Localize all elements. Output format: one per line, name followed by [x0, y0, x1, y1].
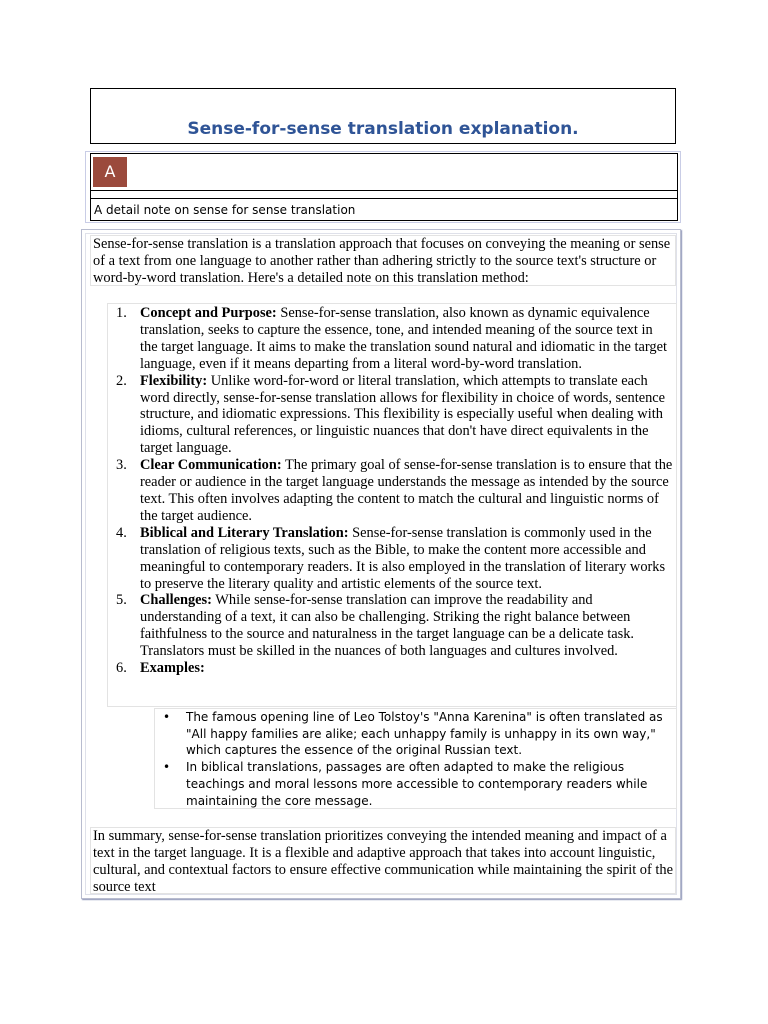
section-note: A detail note on sense for sense translation: [91, 198, 677, 220]
list-item: [108, 457, 673, 525]
list-item-text: While sense-for-sense translation can improve the readability and understanding of a text, it can also be challenging. Striking the right balance between faithfulness to the source and naturalness in the target language can be a delicate task. Translators must be skilled in the nuances of both languages and cultures involved.: [140, 592, 635, 660]
examples-list: [155, 709, 676, 809]
list-item: [108, 660, 673, 677]
list-item: [108, 305, 673, 373]
bullet-icon: •: [163, 710, 171, 724]
numbered-list: [108, 305, 673, 677]
list-item-text: Sense-for-sense translation, also known as dynamic equivalence translation, seeks to capture the essence, tone, and intended meaning of the source text in the target language. It aims to make the translation sound natural and idiomatic in the target language, even if it means departing from a literal word-by-word translation.: [140, 305, 667, 372]
example-text: In biblical translations, passages are often adapted to make the religious teachings and moral lessons more accessible to contemporary readers while maintaining the core message.: [186, 760, 648, 808]
numbered-list-box: [107, 303, 677, 707]
example-text: The famous opening line of Leo Tolstoy's "Anna Karenina" is often translated as "All happy families are alike; each unhappy family is unhappy in its own way," which captures the essence of the original Russian text.: [186, 710, 663, 758]
summary-paragraph: In summary, sense-for-sense translation prioritizes conveying the intended meaning and impact of a text in the target language. It is a flexible and adaptive approach that takes into account linguistic, cultural, and contextual factors to ensure effective communication while maintaining the spirit of the source text: [90, 827, 676, 894]
example-item: [155, 759, 676, 809]
list-number: 4.: [116, 524, 127, 541]
list-number: 3.: [116, 457, 127, 474]
list-number: 5.: [116, 592, 127, 609]
list-item-heading: Challenges:: [140, 592, 212, 609]
page-title: Sense-for-sense translation explanation.: [187, 119, 579, 139]
list-item-heading: Flexibility:: [140, 372, 208, 389]
list-item: [108, 592, 673, 660]
list-item: [108, 373, 673, 458]
example-item: [155, 709, 676, 759]
list-number: 2.: [116, 372, 127, 389]
intro-paragraph: Sense-for-sense translation is a translation approach that focuses on conveying the meaning or sense of a text from one language to another rather than adhering strictly to the source text's structure or word-by-word translation. Here's a detailed note on this translation method:: [90, 235, 676, 286]
list-item-heading: Biblical and Literary Translation:: [140, 524, 349, 541]
list-number: 1.: [116, 305, 127, 321]
bullet-icon: •: [163, 760, 171, 775]
section-letter-row: [91, 154, 677, 191]
list-item-heading: Examples:: [140, 660, 205, 677]
examples-box: [154, 708, 677, 809]
list-item-heading: Concept and Purpose:: [140, 305, 277, 321]
list-item-heading: Clear Communication:: [140, 457, 282, 474]
list-number: 6.: [116, 660, 127, 677]
section-letter-badge: A: [93, 157, 127, 187]
list-item-text: Unlike word-for-word or literal translation, which attempts to translate each word directly, sense-for-sense translation allows for flexibility in choice of words, sentence structure, and idiomatic expressions. This flexibility is especially useful when dealing with idioms, cultural references, or linguistic nuances that don't have direct equivalents in the target language.: [140, 372, 666, 457]
list-item-text: Sense-for-sense translation is commonly used in the translation of religious texts, such as the Bible, to make the content more accessible and meaningful to contemporary readers. It is also employed in the translation of literary works to preserve the literary quality and artistic elements of the source text.: [140, 524, 666, 592]
list-item: [108, 525, 673, 593]
title-box: [90, 88, 676, 144]
list-item-text: The primary goal of sense-for-sense translation is to ensure that the reader or audience in the target language understands the message as intended by the source text. This often involves adapting the content to match the cultural and linguistic norms of the target audience.: [140, 457, 673, 524]
section-header: [90, 153, 678, 221]
